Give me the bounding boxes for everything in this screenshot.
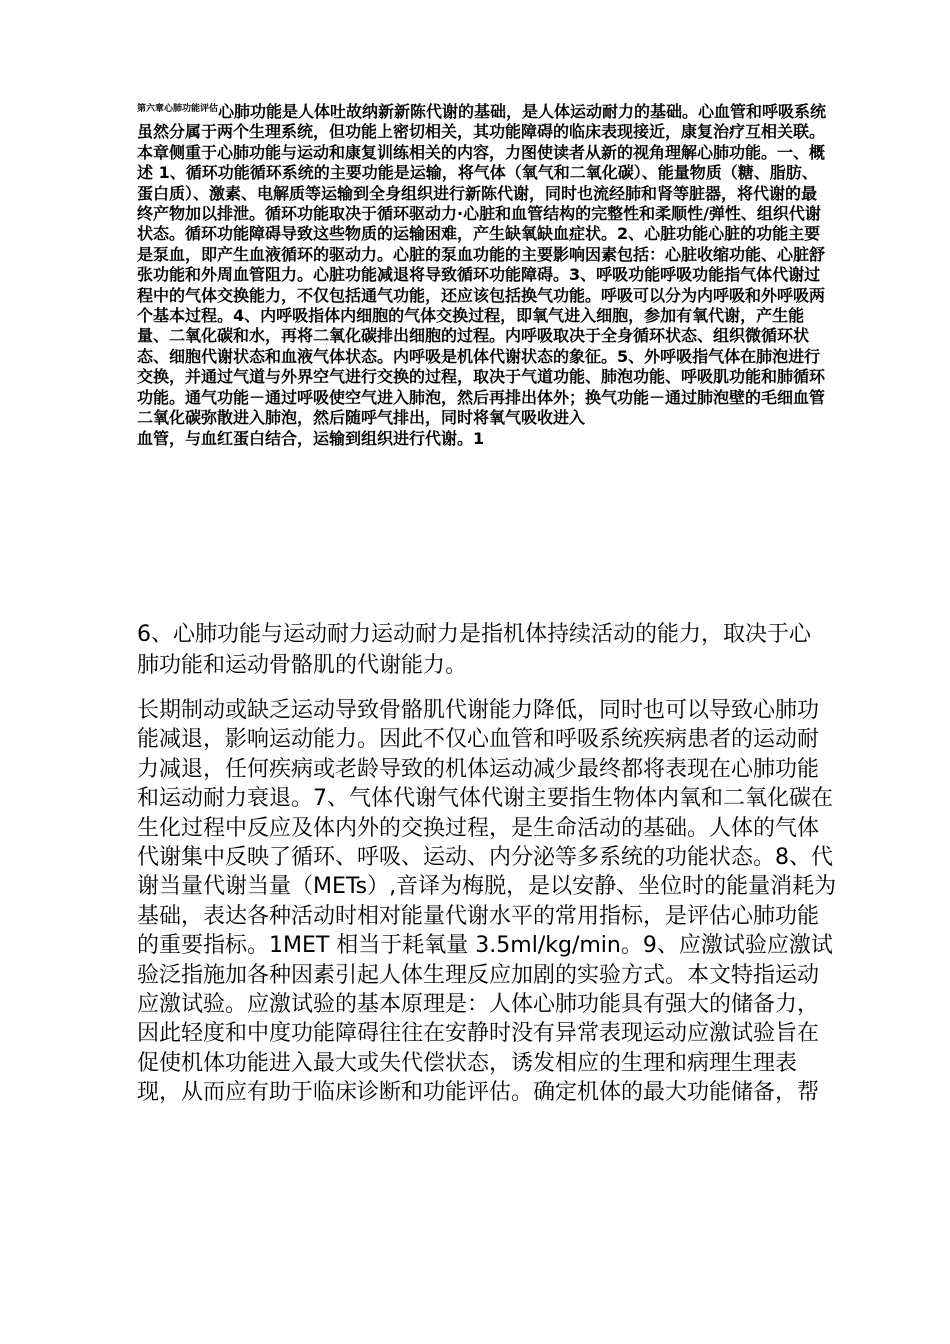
section-6-paragraph: 6、心肺功能与运动耐力运动耐力是指机体持续活动的能力，取决于心肺功能和运动骨骼肌的代谢能力。 bbox=[137, 622, 811, 678]
chapter-title: 第六章心肺功能评估 bbox=[137, 104, 219, 114]
intro-paragraph-tail: 血管，与血红蛋白结合，运输到组织进行代谢。1 bbox=[137, 428, 485, 448]
body-paragraph: 长期制动或缺乏运动导致骨骼肌代谢能力降低，同时也可以导致心肺功能减退，影响运动能力。因此不仅心血管和呼吸系统疾病患者的运动耐力减退，任何疾病或老龄导致的机体运动减少最终都将表现在心肺功能和运动耐力衰退。7、气体代谢气体代谢主要指生物体内氧和二氧化碳在生化过程中反应及体内外的交换过程，是生命活动的基础。人体的气体代谢集中反映了循环、呼吸、运动、内分泌等多系统的功能状态。8、代谢当量代谢当量（METs）,音译为梅脱，是以安静、坐位时的能量消耗为基础，表达各种活动时相对能量代谢水平的常用指标，是评估心肺功能的重要指标。1MET 相当于耗氧量 3.5ml/kg/min。9、应激试验应激试验泛指施加各种因素引起人体生理反应加剧的实验方式。本文特指运动应激试验。应激试验的基本原理是：人体心肺功能具有强大的储备力，因此轻度和中度功能障碍往往在安静时没有异常表现运动应激试验旨在促使机体功能进入最大或失代偿状态，诱发相应的生理和病理生理表现，从而应有助于临床诊断和功能评估。确定机体的最大功能储备，帮 bbox=[137, 698, 837, 1106]
intro-paragraph bbox=[137, 102, 832, 449]
intro-paragraph-text: 心肺功能是人体吐故纳新新陈代谢的基础，是人体运动耐力的基础。心血管和呼吸系统虽然分属于两个生理系统，但功能上密切相关，其功能障碍的临床表现接近，康复治疗互相关联。本章侧重于心肺功能与运动和康复训练相关的内容，力图使读者从新的视角理解心肺功能。一、概述 1、循环功能循环系统的主要功能是运输，将气体（氧气和二氧化碳）、能量物质（糖、脂肪、蛋白质）、激素、电解质等运输到全身组织进行新陈代谢，同时也流经肺和肾等脏器，将代谢的最终产物加以排泄。循环功能取决于循环驱动力·心脏和血管结构的完整性和柔顺性/弹性、组织代谢状态。循环功能障碍导致这些物质的运输困难，产生缺氧缺血症状。2、心脏功能心脏的功能主要是泵血，即产生血液循环的驱动力。心脏的泵血功能的主要影响因素包括：心脏收缩功能、心脏舒张功能和外周血管阻力。心脏功能减退将导致循环功能障碍。3、呼吸功能呼吸功能指气体代谢过程中的气体交换能力，不仅包括通气功能，还应该包括换气功能。呼吸可以分为内呼吸和外呼吸两个基本过程。4、内呼吸指体内细胞的气体交换过程，即氧气进入细胞，参加有氧代谢，产生能量、二氧化碳和水，再将二氧化碳排出细胞的过程。内呼吸取决于全身循环状态、组织微循环状态、细胞代谢状态和血液气体状态。内呼吸是机体代谢状态的象征。5、外呼吸指气体在肺泡进行交换，并通过气道与外界空气进行交换的过程，取决于气道功能、肺泡功能、呼吸肌功能和肺循环功能。通气功能－通过呼吸使空气进入肺泡，然后再排出体外；换气功能－通过肺泡壁的毛细血管二氧化碳弥散进入肺泡，然后随呼气排出，同时将氧气吸收进入 bbox=[137, 102, 827, 428]
